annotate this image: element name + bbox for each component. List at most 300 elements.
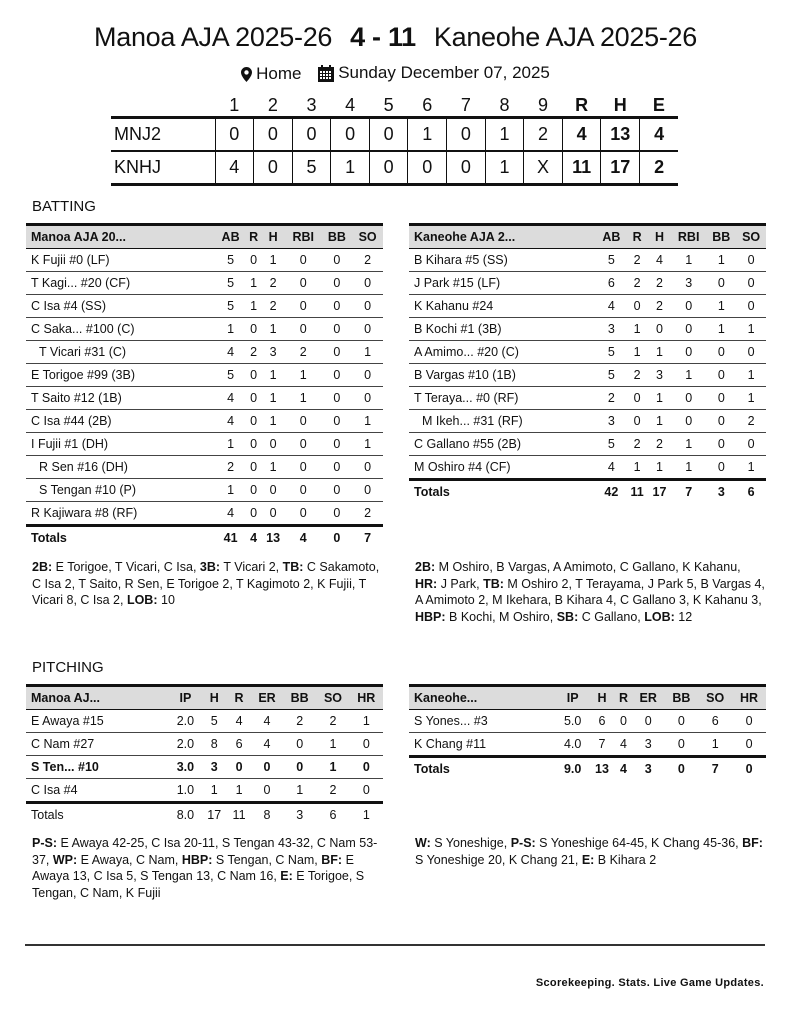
note-text: J Park, xyxy=(437,576,484,591)
total-value: 0 xyxy=(322,526,353,550)
note-label: P-S: xyxy=(32,836,57,850)
player-name: B Kihara #5 (SS) xyxy=(409,249,596,272)
stat-value: 1 xyxy=(285,387,322,410)
player-row xyxy=(26,756,383,779)
inning-score: 0 xyxy=(447,151,486,185)
note-label: HR: xyxy=(415,576,438,591)
stat-value: 1.0 xyxy=(169,779,201,803)
stat-value: 2 xyxy=(283,710,316,733)
stat-value: 2 xyxy=(316,779,349,803)
stat-value: 0 xyxy=(664,733,698,757)
player-row xyxy=(409,387,766,410)
player-name: T Kagi... #20 (CF) xyxy=(26,272,215,295)
stat-value: 1 xyxy=(736,456,766,480)
stat-value: 0 xyxy=(322,410,353,433)
player-name: K Chang #11 xyxy=(409,733,556,757)
stat-value: 5.0 xyxy=(556,710,589,733)
stat-value: 1 xyxy=(736,364,766,387)
player-row xyxy=(409,249,766,272)
stat-value: 5 xyxy=(596,433,626,456)
stat-column-header: AB xyxy=(596,225,626,249)
note-label: LOB: xyxy=(126,593,158,607)
stat-value: 0 xyxy=(246,249,261,272)
stat-value: 0 xyxy=(246,410,261,433)
stat-value: 0 xyxy=(350,733,383,756)
linescore-team-header xyxy=(111,94,215,118)
stat-value: 2 xyxy=(596,387,626,410)
stat-value: 0 xyxy=(322,387,353,410)
note-label: 2B: xyxy=(32,560,53,574)
pitching-section-title: PITCHING xyxy=(32,659,104,676)
inning-score: 0 xyxy=(369,151,408,185)
stat-value: 0 xyxy=(246,433,261,456)
stat-value: 6 xyxy=(596,272,626,295)
stat-value: 0 xyxy=(352,318,383,341)
stat-value: 1 xyxy=(261,364,285,387)
stat-column-header: ER xyxy=(251,686,283,710)
stat-value: 3.0 xyxy=(169,756,201,779)
stat-column-header: SO xyxy=(316,686,349,710)
linescore-total-h: 17 xyxy=(601,151,640,185)
team-column-header: Manoa AJA 20... xyxy=(26,225,215,249)
linescore-total-h: 13 xyxy=(601,118,640,152)
stat-column-header: AB xyxy=(215,225,246,249)
stat-value: 0 xyxy=(251,779,283,803)
inning-header: 5 xyxy=(383,94,394,115)
stat-value: 4 xyxy=(215,502,246,526)
stat-value: 2 xyxy=(648,295,671,318)
note-label: P-S: xyxy=(510,836,536,850)
stat-value: 1 xyxy=(736,318,766,341)
total-value: 7 xyxy=(352,526,383,550)
note-text: S Yoneshige 20, K Chang 21, xyxy=(415,852,582,867)
total-value: 7 xyxy=(698,757,732,781)
stat-value: 0 xyxy=(352,295,383,318)
note-text: S Yoneshige, xyxy=(430,836,511,850)
game-date xyxy=(318,63,550,83)
stat-value: 0 xyxy=(285,502,322,526)
totals-label: Totals xyxy=(26,526,215,550)
note-label: BF: xyxy=(742,836,763,850)
stat-column-header: RBI xyxy=(671,225,706,249)
map-pin-icon xyxy=(241,67,252,82)
stat-header-row xyxy=(26,686,383,710)
player-name: C Isa #4 (SS) xyxy=(26,295,215,318)
stat-column-header: R xyxy=(615,686,632,710)
stat-value: 0 xyxy=(626,295,648,318)
stat-value: 1 xyxy=(261,410,285,433)
stat-value: 1 xyxy=(350,710,383,733)
player-row xyxy=(409,272,766,295)
player-row xyxy=(26,295,383,318)
stat-value: 1 xyxy=(316,733,349,756)
stat-value: 2 xyxy=(648,272,671,295)
stat-value: 0 xyxy=(648,318,671,341)
stat-value: 0 xyxy=(350,756,383,779)
stat-value: 3 xyxy=(201,756,227,779)
stat-value: 0 xyxy=(706,272,736,295)
stat-value: 1 xyxy=(671,249,706,272)
stat-value: 1 xyxy=(352,410,383,433)
stat-value: 8 xyxy=(201,733,227,756)
stat-value: 1 xyxy=(261,249,285,272)
stat-value: 2 xyxy=(215,456,246,479)
stat-value: 2 xyxy=(626,433,648,456)
away-pitching-notes xyxy=(32,835,382,901)
player-row xyxy=(26,502,383,526)
player-name: T Saito #12 (1B) xyxy=(26,387,215,410)
totals-row xyxy=(409,480,766,504)
stat-value: 2 xyxy=(626,249,648,272)
stat-value: 1 xyxy=(648,410,671,433)
total-value: 8 xyxy=(251,803,283,827)
stat-column-header: IP xyxy=(556,686,589,710)
stat-column-header: ER xyxy=(632,686,665,710)
linescore-team: MNJ2 xyxy=(111,118,215,152)
stat-value: 0 xyxy=(285,318,322,341)
stat-column-header: R xyxy=(227,686,251,710)
stat-value: 0 xyxy=(246,318,261,341)
player-row xyxy=(26,364,383,387)
stat-value: 5 xyxy=(215,364,246,387)
stat-value: 0 xyxy=(322,479,353,502)
linescore-team: KNHJ xyxy=(111,151,215,185)
team-column-header: Manoa AJ... xyxy=(26,686,169,710)
total-value: 7 xyxy=(671,480,706,504)
home-team-name: Kaneohe AJA 2025-26 xyxy=(433,22,697,52)
total-value: 11 xyxy=(227,803,251,827)
away-pitching-table xyxy=(26,684,383,826)
player-name: S Ten... #10 xyxy=(26,756,169,779)
home-pitching-table xyxy=(409,684,766,780)
total-value: 4 xyxy=(615,757,632,781)
player-name: B Vargas #10 (1B) xyxy=(409,364,596,387)
stat-value: 1 xyxy=(246,272,261,295)
stat-value: 1 xyxy=(285,364,322,387)
stat-column-header: R xyxy=(246,225,261,249)
total-value: 13 xyxy=(589,757,615,781)
stat-value: 0 xyxy=(736,433,766,456)
stat-value: 4 xyxy=(596,456,626,480)
hits-header: H xyxy=(613,94,627,115)
player-name: C Isa #44 (2B) xyxy=(26,410,215,433)
stat-value: 4 xyxy=(251,733,283,756)
stat-value: 1 xyxy=(706,295,736,318)
stat-value: 0 xyxy=(736,249,766,272)
player-name: I Fujii #1 (DH) xyxy=(26,433,215,456)
player-row xyxy=(26,710,383,733)
linescore-total-e: 4 xyxy=(640,118,679,152)
stat-value: 5 xyxy=(201,710,227,733)
player-row xyxy=(26,387,383,410)
stat-value: 0 xyxy=(615,710,632,733)
stat-value: 0 xyxy=(261,502,285,526)
linescore-header-row xyxy=(111,94,678,118)
stat-value: 5 xyxy=(215,272,246,295)
player-name: A Amimo... #20 (C) xyxy=(409,341,596,364)
stat-value: 0 xyxy=(352,387,383,410)
stat-value: 0 xyxy=(352,479,383,502)
stat-value: 2.0 xyxy=(169,710,201,733)
total-value: 8.0 xyxy=(169,803,201,827)
stat-column-header: BB xyxy=(322,225,353,249)
total-value: 6 xyxy=(736,480,766,504)
stat-value: 0 xyxy=(285,456,322,479)
away-batting-notes xyxy=(32,559,382,609)
total-value: 6 xyxy=(316,803,349,827)
stat-value: 4 xyxy=(615,733,632,757)
stat-value: 3 xyxy=(648,364,671,387)
inning-header: 3 xyxy=(306,94,317,115)
stat-value: 4 xyxy=(596,295,626,318)
player-name: K Fujii #0 (LF) xyxy=(26,249,215,272)
home-batting-table xyxy=(409,223,766,503)
player-row xyxy=(409,341,766,364)
stat-value: 1 xyxy=(671,364,706,387)
home-batting-notes xyxy=(415,559,765,625)
inning-score: 0 xyxy=(447,118,486,152)
stat-value: 0 xyxy=(706,364,736,387)
away-team-name: Manoa AJA 2025-26 xyxy=(94,22,333,52)
batting-section-title: BATTING xyxy=(32,198,96,215)
stat-value: 0 xyxy=(227,756,251,779)
stat-value: 6 xyxy=(698,710,732,733)
stat-value: 0 xyxy=(261,479,285,502)
player-row xyxy=(26,733,383,756)
totals-row xyxy=(409,757,766,781)
stat-value: 0 xyxy=(671,341,706,364)
player-row xyxy=(409,710,766,733)
stat-value: 0 xyxy=(283,733,316,756)
stat-value: 5 xyxy=(596,341,626,364)
stat-value: 2 xyxy=(626,272,648,295)
linescore-table xyxy=(111,94,678,186)
inning-score: 1 xyxy=(485,118,524,152)
stat-value: 0 xyxy=(706,387,736,410)
stat-value: 1 xyxy=(261,387,285,410)
note-text: C Sakamoto, C Isa 2, T Saito, R Sen, E Torigoe 2, T Kagimoto 2, K Fujii, T Vicari 8, C Isa 2, xyxy=(32,560,380,607)
stat-value: 1 xyxy=(352,433,383,456)
note-text: E Torigoe, T Vicari, C Isa, xyxy=(52,560,200,574)
stat-value: 5 xyxy=(215,295,246,318)
stat-column-header: SO xyxy=(698,686,732,710)
stat-value: 2 xyxy=(246,341,261,364)
stat-value: 5 xyxy=(596,249,626,272)
stat-value: 0 xyxy=(251,756,283,779)
stat-value: 0 xyxy=(352,364,383,387)
stat-column-header: SO xyxy=(736,225,766,249)
totals-label: Totals xyxy=(26,803,169,827)
stat-value: 2 xyxy=(352,502,383,526)
linescore-row xyxy=(111,151,678,185)
stat-value: 1 xyxy=(626,318,648,341)
note-text: 10 xyxy=(157,593,175,607)
game-meta xyxy=(0,63,791,87)
game-title xyxy=(0,22,791,53)
total-value: 9.0 xyxy=(556,757,589,781)
stat-column-header: H xyxy=(261,225,285,249)
stat-value: 1 xyxy=(201,779,227,803)
inning-score: 0 xyxy=(331,118,370,152)
player-name: C Saka... #100 (C) xyxy=(26,318,215,341)
stat-value: 1 xyxy=(736,387,766,410)
footer-divider xyxy=(25,944,765,946)
stat-value: 0 xyxy=(322,502,353,526)
stat-value: 0 xyxy=(285,249,322,272)
stat-value: 0 xyxy=(285,479,322,502)
stat-value: 6 xyxy=(227,733,251,756)
total-value: 13 xyxy=(261,526,285,550)
stat-value: 2 xyxy=(316,710,349,733)
note-text: 12 xyxy=(674,609,693,624)
stat-value: 0 xyxy=(664,710,698,733)
stat-value: 0 xyxy=(246,456,261,479)
stat-value: 0 xyxy=(285,433,322,456)
player-name: R Kajiwara #8 (RF) xyxy=(26,502,215,526)
errors-header: E xyxy=(652,94,665,115)
stat-value: 2 xyxy=(648,433,671,456)
inning-score: 0 xyxy=(254,118,293,152)
stat-column-header: HR xyxy=(732,686,766,710)
stat-value: 0 xyxy=(285,272,322,295)
note-label: 2B: xyxy=(415,560,436,574)
inning-score: 0 xyxy=(215,118,254,152)
stat-value: 1 xyxy=(215,318,246,341)
stat-value: 0 xyxy=(706,433,736,456)
stat-value: 1 xyxy=(316,756,349,779)
stat-value: 5 xyxy=(215,249,246,272)
note-text: M Oshiro, B Vargas, A Amimoto, C Gallano, K Kahanu, xyxy=(435,560,741,574)
player-name: T Vicari #31 (C) xyxy=(26,341,215,364)
stat-value: 1 xyxy=(261,318,285,341)
footer-tagline: Scorekeeping. Stats. Live Game Updates. xyxy=(535,977,764,989)
player-name: M Ikeh... #31 (RF) xyxy=(409,410,596,433)
player-name: M Oshiro #4 (CF) xyxy=(409,456,596,480)
note-label: WP: xyxy=(52,852,78,867)
stat-value: 0 xyxy=(322,456,353,479)
note-label: HBP: xyxy=(415,609,446,624)
player-row xyxy=(409,456,766,480)
total-value: 17 xyxy=(648,480,671,504)
stat-value: 0 xyxy=(736,272,766,295)
linescore-row xyxy=(111,118,678,152)
stat-value: 5 xyxy=(596,364,626,387)
inning-score: 0 xyxy=(254,151,293,185)
note-label: TB: xyxy=(282,560,304,574)
player-name: C Nam #27 xyxy=(26,733,169,756)
stat-value: 0 xyxy=(352,272,383,295)
stat-value: 3 xyxy=(596,318,626,341)
player-row xyxy=(26,779,383,803)
stat-value: 1 xyxy=(261,456,285,479)
stat-value: 0 xyxy=(322,318,353,341)
inning-header: 8 xyxy=(499,94,510,115)
inning-score: 2 xyxy=(524,118,563,152)
inning-header: 9 xyxy=(538,94,549,115)
stat-value: 1 xyxy=(648,456,671,480)
player-name: B Kochi #1 (3B) xyxy=(409,318,596,341)
stat-value: 0 xyxy=(736,341,766,364)
note-label: LOB: xyxy=(644,609,675,624)
stat-column-header: RBI xyxy=(285,225,322,249)
stat-column-header: HR xyxy=(350,686,383,710)
inning-score: 1 xyxy=(485,151,524,185)
stat-value: 0 xyxy=(322,364,353,387)
stat-column-header: H xyxy=(648,225,671,249)
total-value: 42 xyxy=(596,480,626,504)
stat-value: 0 xyxy=(246,479,261,502)
stat-value: 0 xyxy=(732,733,766,757)
stat-value: 4 xyxy=(215,341,246,364)
total-value: 4 xyxy=(285,526,322,550)
player-row xyxy=(26,456,383,479)
total-value: 3 xyxy=(706,480,736,504)
team-column-header: Kaneohe... xyxy=(409,686,556,710)
stat-value: 0 xyxy=(626,410,648,433)
inning-score: 1 xyxy=(331,151,370,185)
stat-value: 6 xyxy=(589,710,615,733)
note-label: E: xyxy=(280,869,293,883)
note-label: BF: xyxy=(321,852,343,867)
inning-score: 5 xyxy=(292,151,331,185)
note-text: T Vicari 2, xyxy=(220,560,283,574)
stat-header-row xyxy=(26,225,383,249)
inning-header: 4 xyxy=(345,94,356,115)
stat-column-header: R xyxy=(626,225,648,249)
note-text: B Kochi, M Oshiro, xyxy=(445,609,557,624)
stat-value: 7 xyxy=(589,733,615,757)
totals-row xyxy=(26,526,383,550)
inning-score: 0 xyxy=(292,118,331,152)
stat-value: 0 xyxy=(350,779,383,803)
stat-value: 0 xyxy=(671,318,706,341)
note-label: E: xyxy=(581,852,595,867)
stat-value: 0 xyxy=(671,410,706,433)
stat-value: 1 xyxy=(671,433,706,456)
total-value: 4 xyxy=(246,526,261,550)
total-value: 0 xyxy=(664,757,698,781)
stat-column-header: BB xyxy=(283,686,316,710)
stat-value: 1 xyxy=(246,295,261,318)
note-text: M Oshiro 2, T Terayama, J Park 5, B Vargas 4, A Amimoto 2, M Ikehara, B Kihara 4, C Gallano 3, K Kahanu 3, xyxy=(415,576,765,607)
stat-value: 2 xyxy=(285,341,322,364)
note-label: 3B: xyxy=(199,560,221,574)
stat-value: 0 xyxy=(246,364,261,387)
stat-value: 0 xyxy=(322,249,353,272)
stat-column-header: SO xyxy=(352,225,383,249)
stat-value: 1 xyxy=(626,341,648,364)
linescore-total-r: 4 xyxy=(562,118,601,152)
stat-value: 0 xyxy=(732,710,766,733)
linescore-total-e: 2 xyxy=(640,151,679,185)
total-value: 41 xyxy=(215,526,246,550)
stat-value: 1 xyxy=(352,341,383,364)
note-text: E Awaya 42-25, C Isa 20-11, S Tengan 43-32, C Nam 53-37, xyxy=(32,836,378,867)
stat-value: 2 xyxy=(261,295,285,318)
stat-value: 1 xyxy=(648,341,671,364)
inning-header: 6 xyxy=(422,94,433,115)
stat-column-header: H xyxy=(201,686,227,710)
total-value: 3 xyxy=(283,803,316,827)
stat-value: 0 xyxy=(671,387,706,410)
stat-value: 3 xyxy=(596,410,626,433)
note-text: S Yoneshige 64-45, K Chang 45-36, xyxy=(535,836,743,850)
stat-value: 1 xyxy=(626,456,648,480)
stat-value: 0 xyxy=(246,387,261,410)
stat-value: 1 xyxy=(283,779,316,803)
stat-value: 2 xyxy=(626,364,648,387)
totals-label: Totals xyxy=(409,480,596,504)
